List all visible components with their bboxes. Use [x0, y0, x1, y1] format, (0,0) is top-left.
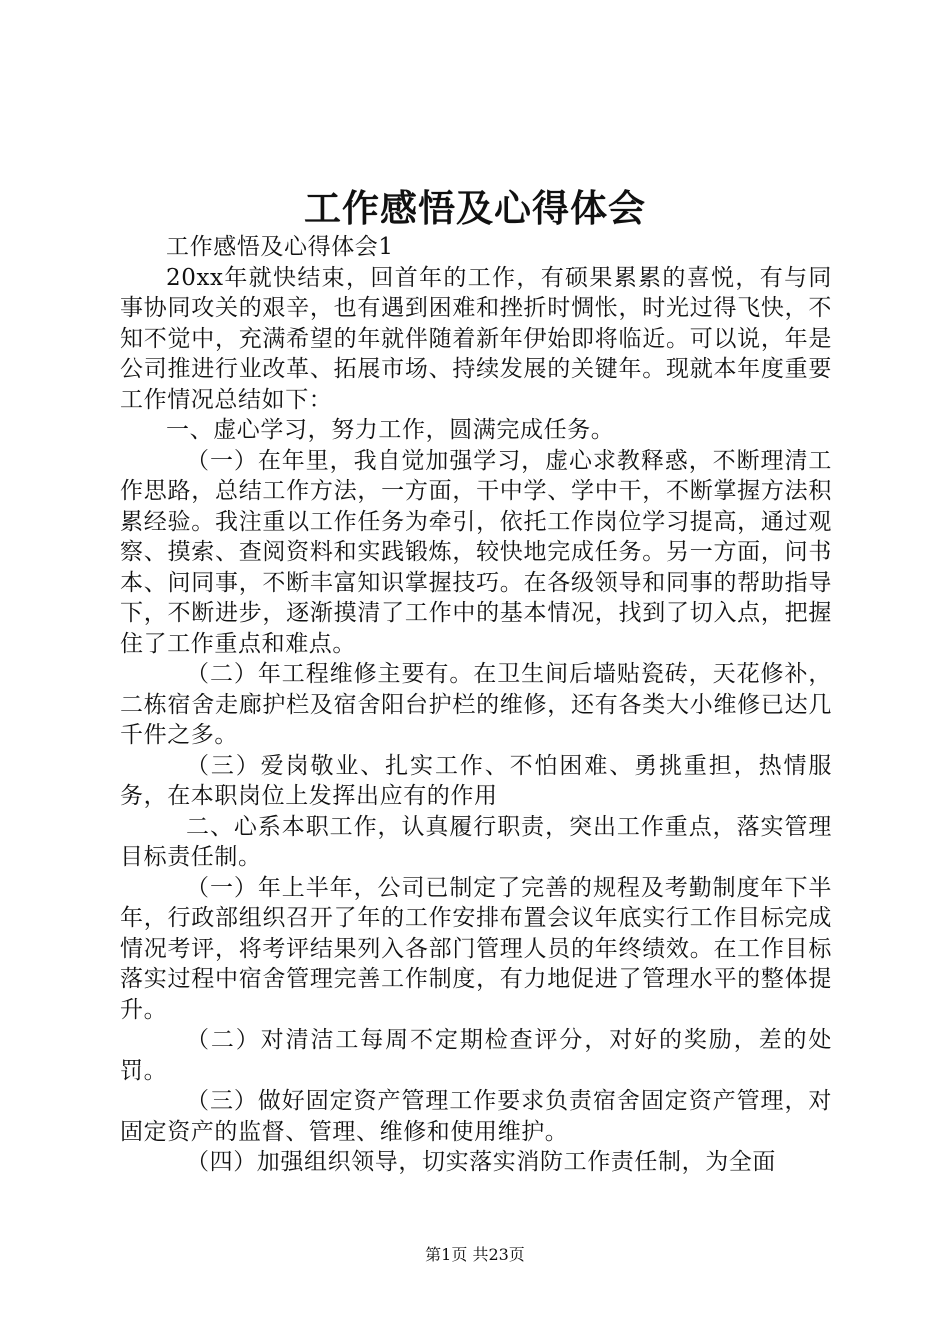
section-heading-1: 一、虚心学习，努力工作，圆满完成任务。: [166, 417, 615, 443]
document-title: 工作感悟及心得体会: [304, 186, 646, 230]
paragraph-intro: 20xx年就快结束，回首年的工作，有硕果累累的喜悦，有与同事协同攻关的艰辛，也有遇到困难和挫折时惆怅，时光过得飞快，不知不觉中，充满希望的年就伴随着新年伊始即将临近。可以说，年是公司推进行业改革、拓展市场、持续发展的关键年。现就本年度重要工作情况总结如下：: [120, 264, 832, 413]
document-body: [120, 232, 832, 1178]
paragraph-2-3: （三）做好固定资产管理工作要求负责宿舍固定资产管理，对固定资产的监督、管理、维修和使用维护。: [120, 1088, 832, 1145]
page-number-footer: 第1页 共23页: [425, 1245, 525, 1264]
paragraph-subtitle: 工作感悟及心得体会1: [166, 234, 394, 260]
paragraph-2-4: （四）加强组织领导，切实落实消防工作责任制，为全面: [186, 1149, 776, 1175]
paragraph-1-1: （一）在年里，我自觉加强学习，虚心求教释惑，不断理清工作思路，总结工作方法，一方面，干中学、学中干，不断掌握方法积累经验。我注重以工作任务为牵引，依托工作岗位学习提高，通过观察、摸索、查阅资料和实践锻炼，较快地完成任务。另一方面，问书本、问同事，不断丰富知识掌握技巧。在各级领导和同事的帮助指导下，不断进步，逐渐摸清了工作中的基本情况，找到了切入点，把握住了工作重点和难点。: [120, 447, 832, 657]
paragraph-1-2: （二）年工程维修主要有。在卫生间后墙贴瓷砖，天花修补，二栋宿舍走廊护栏及宿舍阳台护栏的维修，还有各类大小维修已达几千件之多。: [120, 661, 832, 748]
paragraph-2-1: （一）年上半年，公司已制定了完善的规程及考勤制度年下半年，行政部组织召开了年的工作安排布置会议年底实行工作目标完成情况考评，将考评结果列入各部门管理人员的年终绩效。在工作目标落实过程中宿舍管理完善工作制度，有力地促进了管理水平的整体提升。: [120, 874, 832, 1023]
section-heading-2: 二、心系本职工作，认真履行职责，突出工作重点，落实管理目标责任制。: [120, 813, 832, 870]
paragraph-1-3: （三）爱岗敬业、扎实工作、不怕困难、勇挑重担，热情服务，在本职岗位上发挥出应有的作用: [120, 752, 832, 809]
paragraph-2-2: （二）对清洁工每周不定期检查评分，对好的奖励，差的处罚。: [120, 1027, 832, 1084]
